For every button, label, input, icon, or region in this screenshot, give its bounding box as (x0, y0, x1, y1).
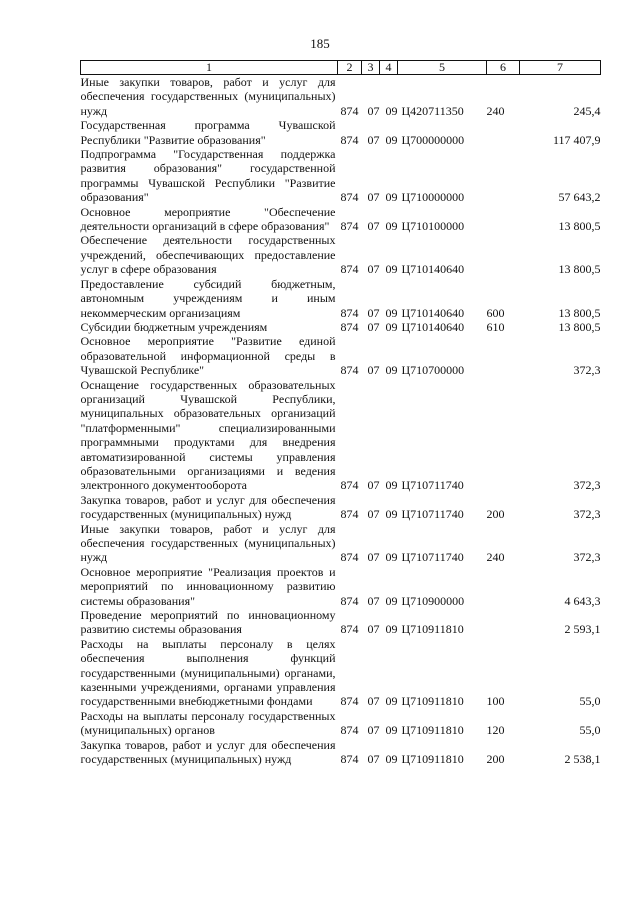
row-gr: 874 (340, 305, 359, 320)
row-name: Обеспечение деятельности государственных учреждений, обеспечивающих предоставление услуг в сфере образования (80, 233, 336, 277)
row-rz: 07 (367, 363, 380, 378)
row-gr: 874 (340, 723, 359, 738)
row-name: Основное мероприятие "Реализация проектов и мероприятий по инновационному развитию системы образования" (80, 564, 336, 608)
row-csr: Ц710700000 (401, 363, 465, 378)
row-sum: 57 643,2 (558, 190, 601, 205)
row-sum: 13 800,5 (558, 219, 601, 234)
row-rz: 07 (367, 478, 380, 493)
row-sum: 372,3 (573, 507, 601, 522)
header-col-3: 3 (362, 61, 380, 75)
row-csr: Ц710911810 (401, 622, 464, 637)
row-csr: Ц710000000 (401, 190, 465, 205)
page-number: 185 (310, 36, 330, 51)
row-pr: 09 (385, 262, 398, 277)
row-rz: 07 (367, 319, 380, 334)
row-pr: 09 (385, 103, 398, 118)
row-rz: 07 (367, 103, 380, 118)
table-row (81, 118, 601, 147)
row-sum: 117 407,9 (552, 132, 601, 147)
row-name: Расходы на выплаты персоналу государственных (муниципальных) органов (80, 708, 336, 738)
row-sum: 13 800,5 (558, 319, 601, 334)
row-pr: 09 (385, 478, 398, 493)
row-vr (487, 205, 520, 234)
table-row (81, 565, 601, 608)
row-gr: 874 (340, 190, 359, 205)
table-row (81, 493, 601, 522)
row-gr: 874 (340, 550, 359, 565)
row-csr: Ц710911810 (401, 752, 464, 767)
row-vr: 610 (486, 319, 505, 334)
row-rz: 07 (367, 622, 380, 637)
table-row (81, 147, 601, 205)
row-vr: 100 (486, 694, 505, 709)
row-pr: 09 (385, 593, 398, 608)
row-name: Государственная программа Чувашской Республики "Развитие образования" (80, 118, 336, 147)
row-pr: 09 (385, 752, 398, 767)
row-name: Иные закупки товаров, работ и услуг для обеспечения государственных (муниципальных) нужд (80, 521, 336, 565)
header-col-1: 1 (81, 61, 338, 75)
row-gr: 874 (340, 593, 359, 608)
row-rz: 07 (367, 593, 380, 608)
header-col-2: 2 (338, 61, 362, 75)
row-name: Иные закупки товаров, работ и услуг для обеспечения государственных (муниципальных) нужд (80, 75, 336, 118)
table-header (81, 61, 601, 75)
row-csr: Ц710140640 (401, 262, 465, 277)
row-csr: Ц710140640 (401, 305, 465, 320)
row-gr: 874 (340, 622, 359, 637)
row-rz: 07 (367, 550, 380, 565)
header-row (81, 61, 601, 75)
row-sum: 245,4 (573, 103, 601, 118)
row-gr: 874 (340, 262, 359, 277)
row-csr: Ц700000000 (401, 132, 465, 147)
row-gr: 874 (340, 319, 359, 334)
row-name: Проведение мероприятий по инновационному развитию системы образования (80, 608, 336, 637)
table-row (81, 709, 601, 738)
row-gr: 874 (340, 363, 359, 378)
row-sum: 13 800,5 (558, 262, 601, 277)
row-pr: 09 (385, 550, 398, 565)
row-sum: 372,3 (573, 550, 601, 565)
table-row (81, 233, 601, 276)
row-pr: 09 (385, 363, 398, 378)
row-name: Оснащение государственных образовательных организаций Чувашской Республики, муниципальных образовательных организаций "платформенными" специализированными программными продуктами для внедрения автоматизированной системы управления образовательными организациями и ведения электронного документооборота (80, 377, 336, 493)
row-gr: 874 (340, 103, 359, 118)
row-gr: 874 (340, 752, 359, 767)
row-rz: 07 (367, 694, 380, 709)
row-csr: Ц710140640 (401, 319, 465, 334)
row-sum: 2 538,1 (564, 752, 601, 767)
row-rz: 07 (367, 305, 380, 320)
table-row (81, 334, 601, 377)
row-vr: 200 (486, 507, 505, 522)
header-col-6: 6 (487, 61, 520, 75)
row-rz: 07 (367, 190, 380, 205)
table-row (81, 205, 601, 234)
row-name: Основное мероприятие "Развитие единой образовательной информационной среды в Чувашской Республике" (80, 334, 336, 378)
table-row (81, 378, 601, 493)
row-name: Подпрограмма "Государственная поддержка развития образования" государственной программы Чувашской Республики "Развитие образования" (80, 147, 336, 205)
row-gr: 874 (340, 507, 359, 522)
row-csr: Ц710911810 (401, 723, 464, 738)
header-col-4: 4 (380, 61, 398, 75)
row-name: Закупка товаров, работ и услуг для обеспечения государственных (муниципальных) нужд (80, 492, 336, 522)
row-vr: 120 (486, 723, 505, 738)
row-sum: 372,3 (573, 478, 601, 493)
row-pr: 09 (385, 507, 398, 522)
row-sum: 2 593,1 (564, 622, 601, 637)
row-pr: 09 (385, 190, 398, 205)
row-gr: 874 (340, 478, 359, 493)
row-csr: Ц420711350 (401, 103, 464, 118)
row-sum: 4 643,3 (564, 593, 601, 608)
row-rz: 07 (367, 262, 380, 277)
row-sum: 55,0 (579, 723, 601, 738)
table-row (81, 608, 601, 637)
row-csr: Ц710711740 (401, 507, 464, 522)
row-pr: 09 (385, 694, 398, 709)
row-vr: 240 (486, 103, 505, 118)
row-gr: 874 (340, 132, 359, 147)
row-name: Расходы на выплаты персоналу в целях обеспечения выполнения функций государственными (муниципальными) органами, казенными учреждениями, органами управления государственными внебюджетными фондами (80, 636, 336, 709)
row-vr: 200 (486, 752, 505, 767)
row-csr: Ц710711740 (401, 550, 464, 565)
row-vr: 600 (486, 305, 505, 320)
row-vr (487, 565, 520, 608)
row-name: Предоставление субсидий бюджетным, автономным учреждениям и иным некоммерческим организациям (80, 276, 336, 320)
row-gr: 874 (340, 219, 359, 234)
row-vr (487, 378, 520, 493)
row-csr: Ц710711740 (401, 478, 464, 493)
row-csr: Ц710100000 (401, 219, 465, 234)
table-body (81, 75, 601, 767)
row-gr: 874 (340, 694, 359, 709)
row-pr: 09 (385, 319, 398, 334)
row-name: Основное мероприятие "Обеспечение деятельности организаций в сфере образования" (80, 204, 336, 234)
row-rz: 07 (367, 132, 380, 147)
row-name: Субсидии бюджетным учреждениям (80, 319, 268, 334)
row-rz: 07 (367, 507, 380, 522)
row-rz: 07 (367, 752, 380, 767)
table-row (81, 320, 601, 334)
row-vr (487, 118, 520, 147)
row-vr (487, 334, 520, 377)
table-row (81, 75, 601, 119)
table-row (81, 277, 601, 320)
row-pr: 09 (385, 132, 398, 147)
row-vr (487, 147, 520, 205)
row-vr: 240 (486, 550, 505, 565)
budget-table (80, 60, 601, 767)
row-csr: Ц710900000 (401, 593, 465, 608)
row-sum: 372,3 (573, 363, 601, 378)
table-row (81, 738, 601, 767)
row-pr: 09 (385, 219, 398, 234)
row-csr: Ц710911810 (401, 694, 464, 709)
row-pr: 09 (385, 622, 398, 637)
row-pr: 09 (385, 723, 398, 738)
row-sum: 55,0 (579, 694, 601, 709)
row-rz: 07 (367, 723, 380, 738)
row-vr (487, 608, 520, 637)
header-col-5: 5 (398, 61, 487, 75)
header-col-7: 7 (520, 61, 601, 75)
row-rz: 07 (367, 219, 380, 234)
table-row (81, 637, 601, 709)
row-sum: 13 800,5 (558, 305, 601, 320)
table-row (81, 522, 601, 565)
row-vr (487, 233, 520, 276)
row-name: Закупка товаров, работ и услуг для обеспечения государственных (муниципальных) нужд (80, 737, 336, 767)
row-pr: 09 (385, 305, 398, 320)
